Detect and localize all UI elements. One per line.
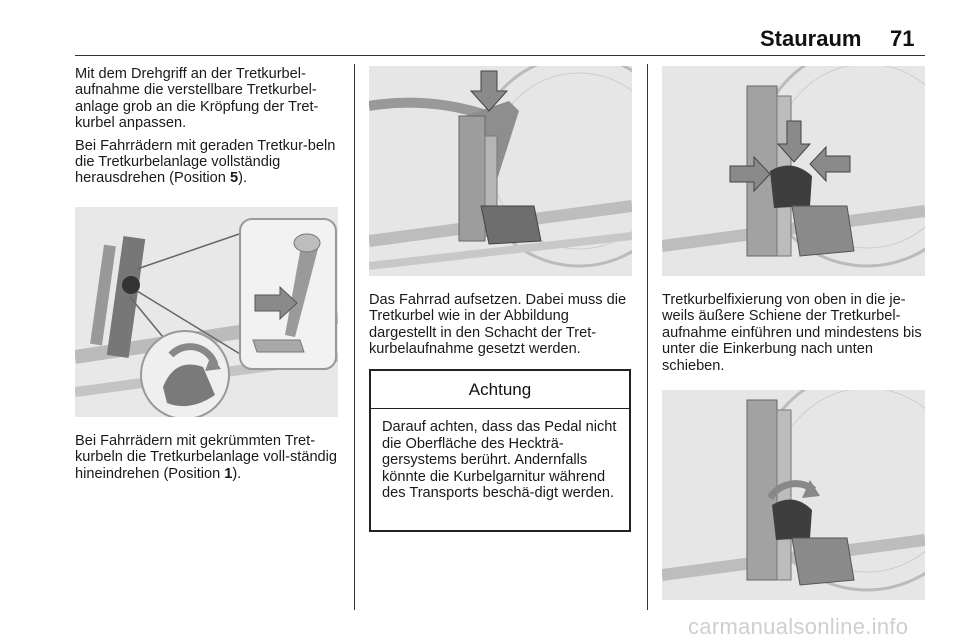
column-divider-right xyxy=(647,64,648,610)
paragraph-curved-crank xyxy=(75,433,343,482)
column1-bottom-text xyxy=(75,433,343,482)
position-number: 1 xyxy=(224,465,233,482)
text-segment: Bei Fahrrädern mit geraden Tretkur-beln die Tretkurbelanlage vollständig herausdrehen (Position xyxy=(75,137,336,187)
warning-callout xyxy=(369,369,631,532)
watermark: carmanualsonline.info xyxy=(688,614,909,639)
callout-title: Achtung xyxy=(371,371,629,409)
figure-insert-fixation xyxy=(662,66,925,276)
figure-crank-adjustment xyxy=(75,207,338,417)
section-title: Stauraum xyxy=(760,26,862,51)
paragraph-insert-fixation: Tretkurbelfixierung von oben in die je-weils äußere Schiene der Tretkurbel-aufnahme einführen und mindestens bis unter die Einkerbung nach unten schieben. xyxy=(662,292,922,374)
text-segment: ). xyxy=(232,465,242,482)
paragraph-mount-bicycle: Das Fahrrad aufsetzen. Dabei muss die Tretkurbel wie in der Abbildung dargestellt in den Schacht der Tret-kurbelaufnahme gesetzt werden. xyxy=(369,292,627,358)
column3-text xyxy=(662,292,928,374)
figure-fixation-pushed xyxy=(662,390,925,600)
page-number: 71 xyxy=(890,26,915,51)
text-segment: ). xyxy=(238,170,247,187)
header-rule xyxy=(75,55,925,56)
callout-body: Darauf achten, dass das Pedal nicht die Oberfläche des Heckträ-gersystems berührt. Andernfalls könnte die Kurbelgarnitur während des Transports beschä-digt werden. xyxy=(382,419,617,502)
paragraph-adjust-crank: Mit dem Drehgriff an der Tretkurbel-aufnahme die verstellbare Tretkurbel-anlage grob an die Kröpfung der Tret-kurbel anpassen. xyxy=(75,66,319,132)
text-segment: Bei Fahrrädern mit gekrümmten Tret-kurbeln die Tretkurbelanlage voll-ständig hineindrehen (Position xyxy=(75,433,338,482)
column-divider-left xyxy=(354,64,355,610)
column2-text xyxy=(369,292,635,358)
position-number: 5 xyxy=(229,170,239,187)
paragraph-straight-crank xyxy=(75,138,343,187)
column1-intro-text xyxy=(75,66,343,187)
figure-place-bicycle xyxy=(369,66,632,276)
